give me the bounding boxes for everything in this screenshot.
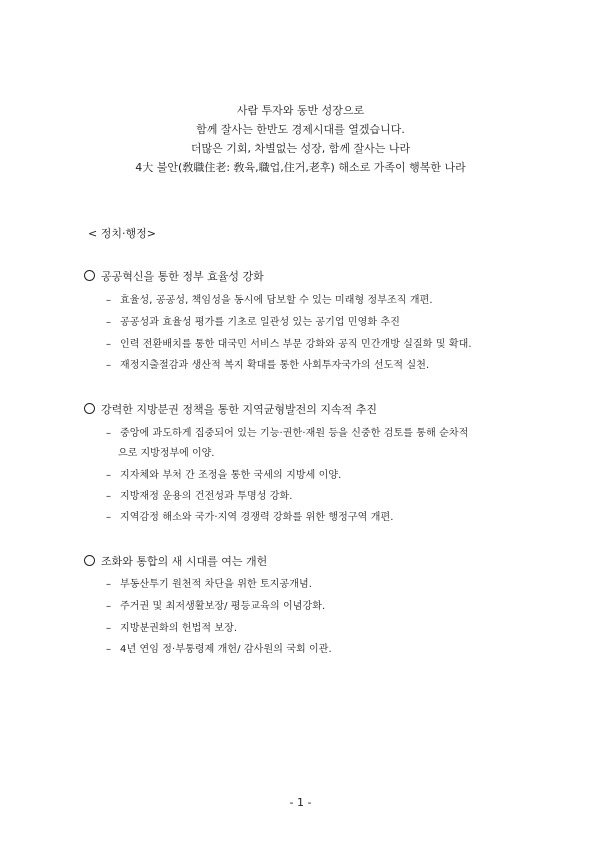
circle-bullet-icon	[84, 403, 95, 414]
circle-bullet-icon	[84, 555, 95, 566]
list-item: – 중앙에 과도하게 집중되어 있는 기능·권한·재원 등을 신중한 검토를 통해 순차적	[106, 428, 469, 439]
header-line-3: 더많은 기회, 차별없는 성장, 함께 잘사는 나라	[190, 142, 411, 155]
header-line-1: 사람 투자와 동반 성장으로	[236, 104, 365, 117]
block-title-3	[84, 553, 267, 569]
list-item: – 지방분권화의 헌법적 보장.	[106, 623, 238, 634]
list-item: – 주거권 및 최저생활보장/ 평등교육의 이념강화.	[106, 601, 326, 612]
list-item: – 재정지출절감과 생산적 복지 확대를 통한 사회투자국가의 선도적 실천.	[106, 360, 430, 371]
list-item: – 공공성과 효율성 평가를 기초로 일관성 있는 공기업 민영화 추진	[106, 317, 400, 328]
block-title-text: 공공혁신을 통한 정부 효율성 강화	[101, 270, 264, 283]
circle-bullet-icon	[84, 270, 95, 281]
page-number: - 1 -	[289, 796, 312, 809]
block-title-text: 강력한 지방분권 정책을 통한 지역균형발전의 지속적 추진	[101, 403, 378, 416]
list-item: – 지방재정 운용의 건전성과 투명성 강화.	[106, 491, 293, 502]
list-item: – 인력 전환배치를 통한 대국민 서비스 부문 강화와 공직 민간개방 실질화 및 확대.	[106, 339, 472, 350]
list-item-continuation: 으로 지방정부에 이양.	[118, 448, 215, 459]
block-title-1	[84, 268, 264, 284]
header-line-2: 함께 잘사는 한반도 경제시대를 열겠습니다.	[196, 123, 405, 136]
list-item: – 4년 연임 정·부통령제 개헌/ 감사원의 국회 이관.	[106, 644, 332, 655]
header-line-4: 4大 불안(敎職住老: 敎육,職업,住거,老후) 해소로 가족이 행복한 나라	[135, 161, 466, 174]
list-item: – 지역감정 해소와 국가·지역 경쟁력 강화를 위한 행정구역 개편.	[106, 512, 394, 523]
list-item: – 부동산투기 원천적 차단을 위한 토지공개념.	[106, 579, 313, 590]
section-label: < 정치·행정>	[88, 227, 156, 240]
list-item: – 효율성, 공공성, 책임성을 동시에 담보할 수 있는 미래형 정부조직 개편.	[106, 295, 433, 306]
list-item: – 지자체와 부처 간 조정을 통한 국세의 지방세 이양.	[106, 470, 342, 481]
block-title-2	[84, 401, 377, 417]
block-title-text: 조화와 통합의 새 시대를 여는 개헌	[101, 555, 268, 568]
